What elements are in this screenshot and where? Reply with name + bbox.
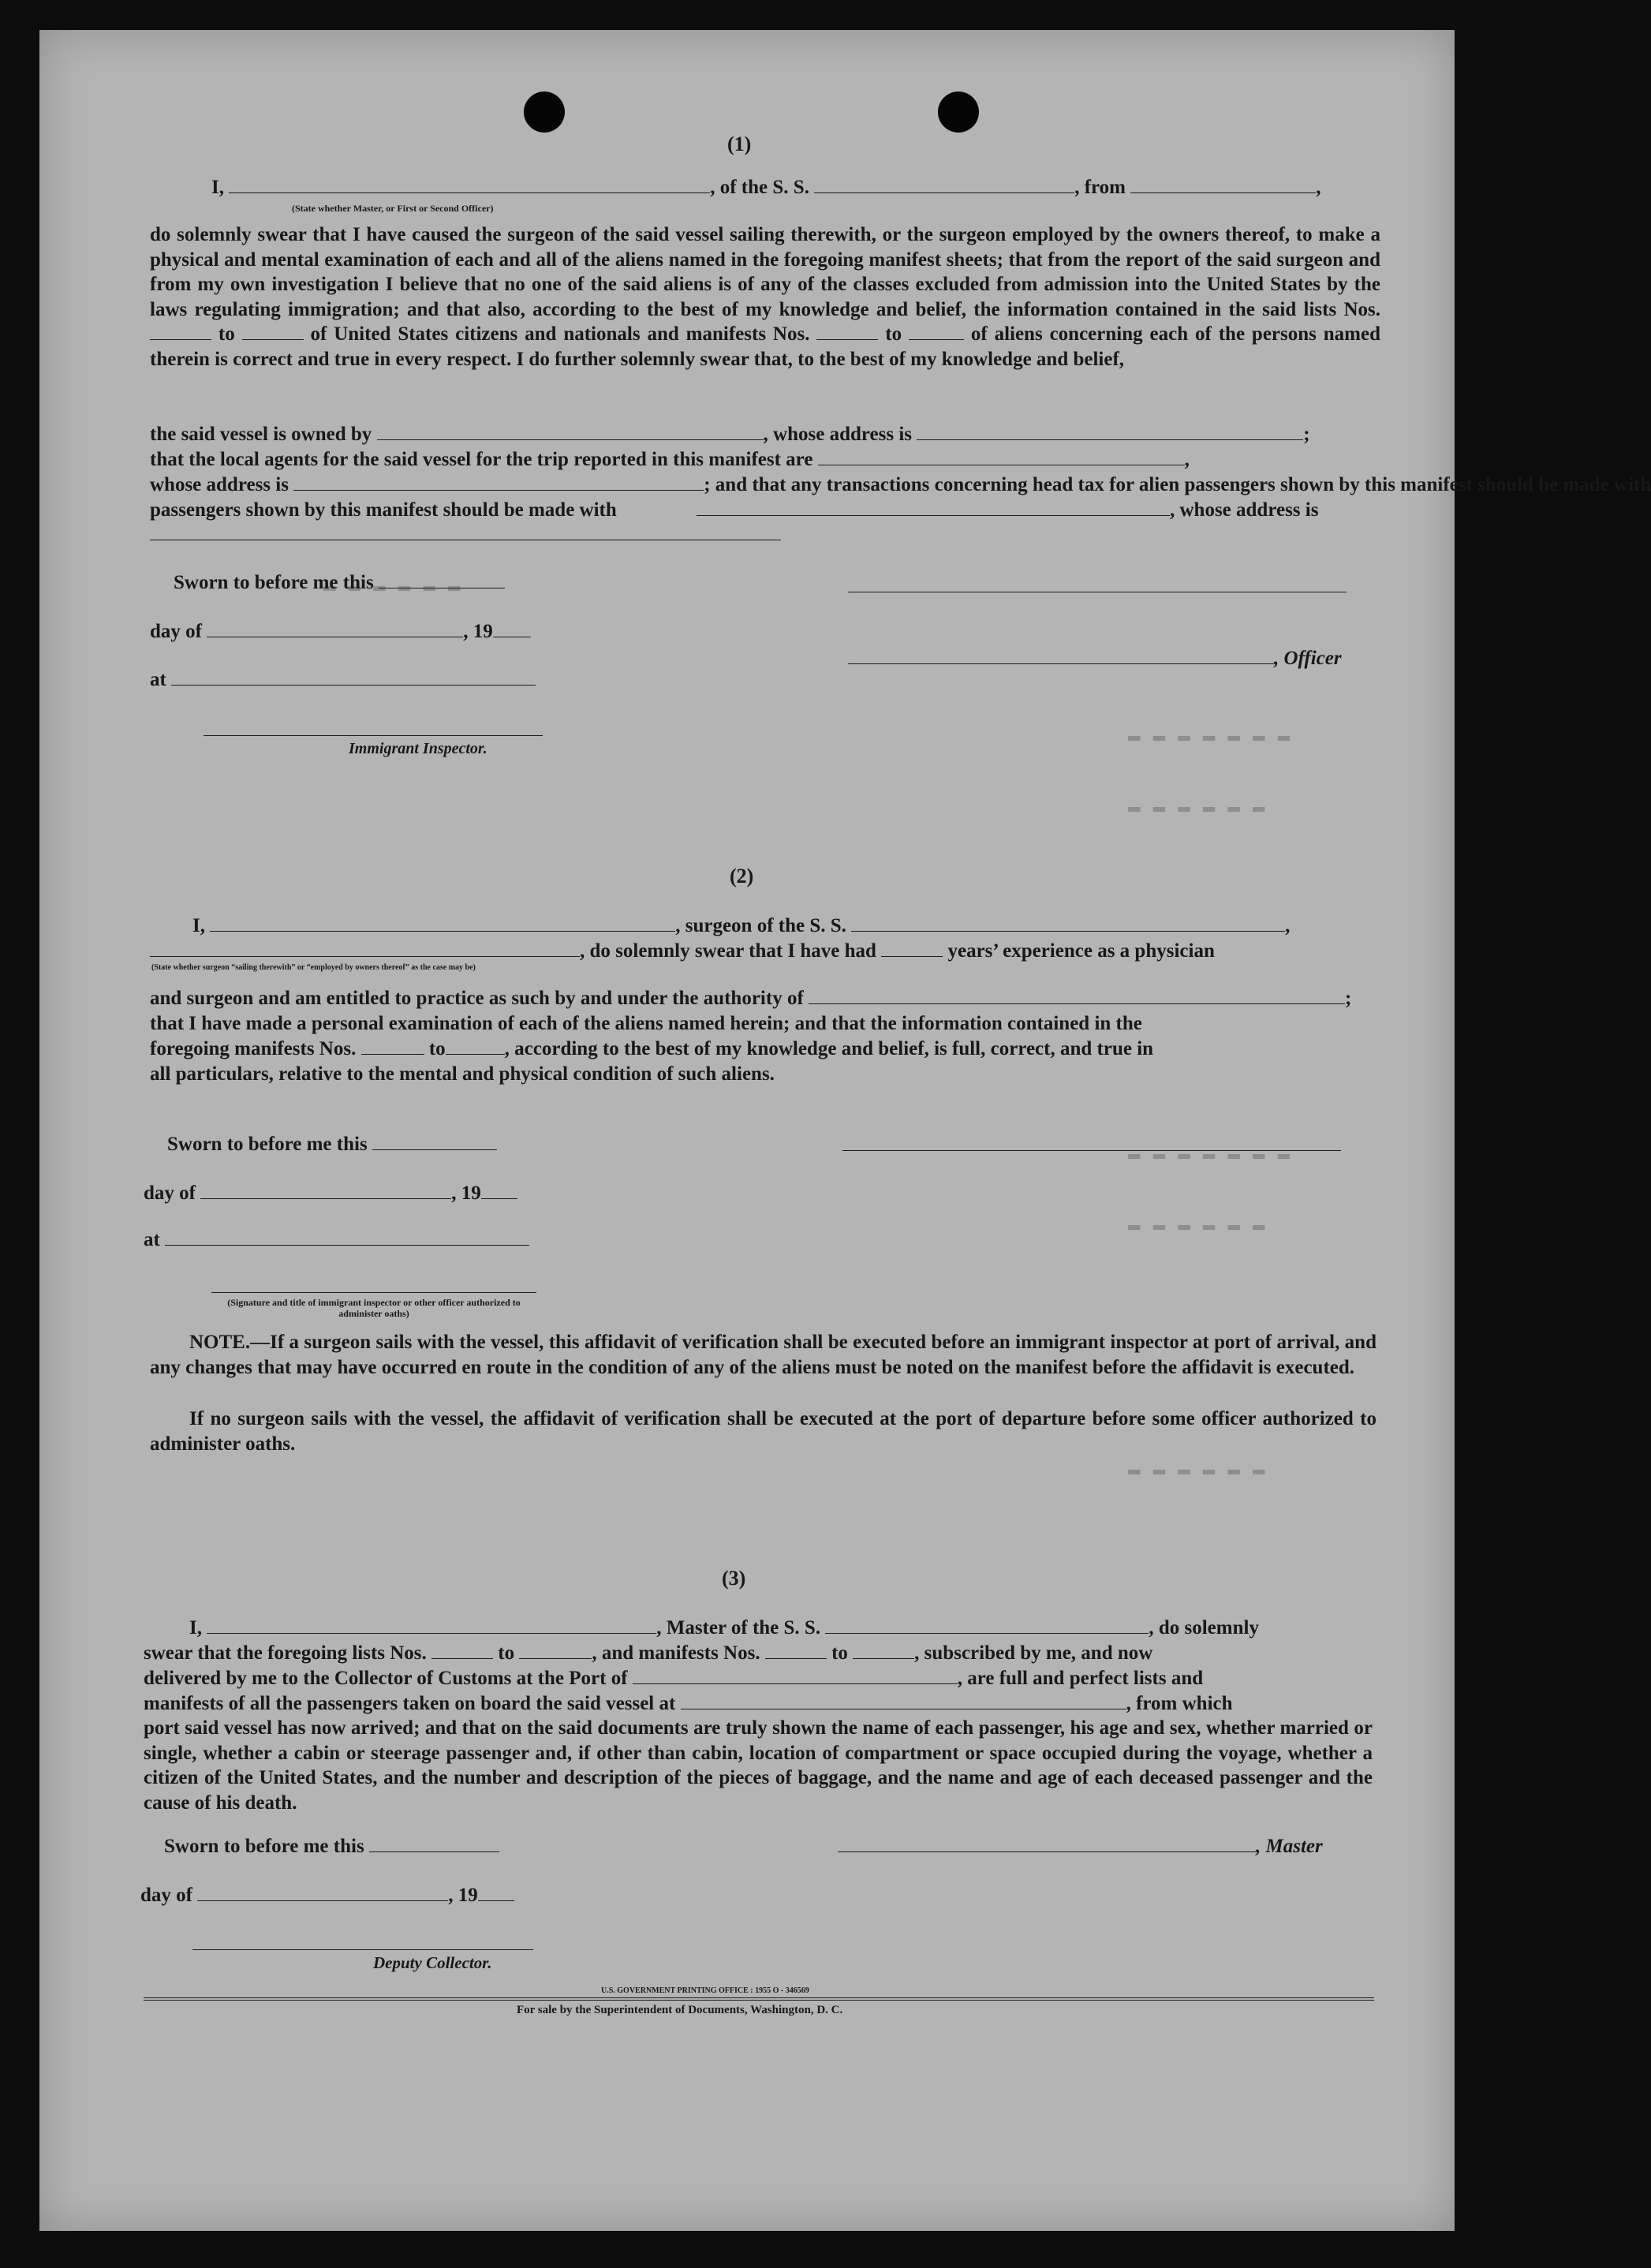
owner-field[interactable] (377, 424, 764, 440)
customs-port-field[interactable] (633, 1668, 958, 1684)
passengers-line: passengers shown by this manifest should be made with (150, 499, 617, 521)
s1-day-line: day of , 19 (150, 621, 531, 643)
surgeon-status-field[interactable] (150, 940, 580, 957)
surgeon-name-field[interactable] (210, 915, 675, 932)
surgeon-note: (State whether surgeon “sailing therewith” or “employed by owners thereof” as the case may be) (151, 963, 476, 972)
s3-manifests-to-field[interactable] (853, 1642, 914, 1659)
master-name-field[interactable] (207, 1617, 656, 1634)
s2-sworn-date-field[interactable] (372, 1134, 497, 1150)
s3-month-field[interactable] (197, 1885, 448, 1901)
agents-line: that the local agents for the said vessel for the trip reported in this manifest are , (150, 449, 1190, 470)
authority-field[interactable] (809, 988, 1345, 1004)
agents-address-field[interactable] (293, 474, 704, 491)
s3-lists-from-field[interactable] (431, 1642, 493, 1659)
s3-sworn-line: Sworn to before me this (164, 1836, 499, 1858)
owner-address-field[interactable] (917, 424, 1303, 440)
manifests-to-field[interactable] (909, 323, 964, 340)
s3-day-line: day of , 19 (140, 1885, 514, 1907)
master-signature-line: , Master (838, 1836, 1323, 1858)
s1-sworn-date-field[interactable] (379, 572, 505, 588)
s2-place-field[interactable] (165, 1229, 529, 1246)
section-3-fourth-line: manifests of all the passengers taken on board the said vessel at , from which (144, 1693, 1233, 1714)
note-paragraph-1: NOTE.—If a surgeon sails with the vessel, this affidavit of verification shall be executed before an immigrant inspector at port of arrival, and any changes that may have occurred en route in the condition of any of the aliens must be noted on the manifest before the affidavit is executed. (150, 1332, 1376, 1378)
section-1-first-line: I, , of the S. S. , from , (211, 177, 1321, 198)
s3-year-field[interactable] (478, 1885, 514, 1901)
section-2-number: (2) (730, 865, 754, 887)
surgeon-signature-field[interactable] (842, 1150, 1341, 1151)
s1-year-field[interactable] (493, 621, 531, 637)
signature-note: (Signature and title of immigrant inspector or other officer authorized to administer oaths) (227, 1297, 521, 1319)
s2-manifests-from-field[interactable] (361, 1038, 424, 1055)
master-note: (State whether Master, or First or Second Officer) (292, 203, 494, 214)
head-tax-party-field[interactable] (697, 499, 1170, 516)
manifests-from-field[interactable] (816, 323, 878, 340)
officer-line: , Officer (848, 648, 1342, 670)
s2-day-line: day of , 19 (144, 1183, 517, 1205)
section-1-oath-paragraph: do solemnly swear that I have caused the surgeon of the said vessel sailing therewith, or the surgeon employed by the owners thereof, to make a physical and mental examination of each and all of the aliens named in the foregoing manifest sheets; that from the report of the said surgeon and from my own investigation I believe that no one of the said aliens is of any of the classes excluded from admission into the United States by the laws regulating immigration; and that also, according to the best of my knowledge and belief, the information contained in the said lists Nos. to of United States citizens and nationals and manifests Nos. to of aliens concerning each of the persons named therein is correct and true in every respect. I do further solemnly swear that, to the best of my knowledge and belief, (150, 224, 1381, 370)
section-2-second-line: , do solemnly swear that I have had years’ experience as a physician (150, 940, 1215, 962)
s1-at-line: at (150, 669, 536, 691)
s2-sworn-line: Sworn to before me this (167, 1134, 497, 1156)
boarding-port-field[interactable] (681, 1693, 1126, 1709)
particulars-line: all particulars, relative to the mental and physical condition of such aliens. (150, 1063, 775, 1085)
authority-line: and surgeon and am entitled to practice as such by and under the authority of ; (150, 988, 1352, 1009)
section-3-number: (3) (722, 1567, 746, 1590)
note-paragraph-2: If no surgeon sails with the vessel, the affidavit of verification shall be executed at the port of departure before some officer authorized to administer oaths. (150, 1408, 1376, 1455)
deputy-label: Deputy Collector. (373, 1953, 492, 1972)
s1-month-field[interactable] (207, 621, 463, 637)
section-3-third-line: delivered by me to the Collector of Customs at the Port of , are full and perfect lists and (144, 1668, 1204, 1689)
s2-vessel-field[interactable] (851, 915, 1285, 932)
lists-to-field[interactable] (242, 323, 304, 340)
officer-name-field[interactable] (229, 177, 710, 193)
gpo-imprint: U.S. GOVERNMENT PRINTING OFFICE : 1955 O - 346569 (601, 1986, 809, 1995)
s2-at-line: at (144, 1229, 529, 1251)
punch-hole-right (938, 92, 979, 133)
foregoing-line: foregoing manifests Nos. to , according to the best of my knowledge and belief, is full, correct, and true in (150, 1038, 1154, 1059)
inspector-label: Immigrant Inspector. (349, 740, 487, 757)
deputy-signature-field[interactable] (192, 1949, 533, 1950)
inspector-signature-field[interactable] (204, 735, 543, 736)
s2-year-field[interactable] (481, 1183, 517, 1199)
s2-manifests-to-field[interactable] (446, 1038, 505, 1055)
s2-month-field[interactable] (200, 1183, 451, 1199)
years-experience-field[interactable] (881, 940, 943, 957)
lists-from-field[interactable] (150, 323, 211, 340)
s1-place-field[interactable] (171, 669, 536, 686)
section-1-number: (1) (727, 133, 752, 155)
s1-sworn-line: Sworn to before me this (174, 572, 505, 594)
s3-lists-to-field[interactable] (519, 1642, 592, 1659)
officer-title-field[interactable] (848, 648, 1274, 664)
s3-manifests-from-field[interactable] (765, 1642, 827, 1659)
footer-rule-upper (144, 1997, 1374, 1998)
exam-line: that I have made a personal examination of each of the aliens named herein; and that the information contained in the (150, 1013, 1142, 1034)
departure-port-field[interactable] (1130, 177, 1316, 193)
s3-vessel-field[interactable] (825, 1617, 1149, 1634)
punch-hole-left (524, 92, 565, 133)
manifest-back-page: ▬▬▬▬▬▬ ▬▬▬▬▬▬▬ ▬▬▬▬▬▬ ▬▬▬▬▬▬▬ ▬▬▬▬▬▬ ▬▬▬▬▬▬ (1) I, , of the S. S. , from , (State whether Master, or First or Second Officer) do solemnly swear that I have caused the surgeon of the said vessel sailing therewith, or the surgeon employed by the owners thereof, to make a physical and mental examination of each and all of the aliens named in the foregoing manifest sheets; that from the report of the said surgeon and from my own investigation I believe that no one of the said aliens is of any of the classes excluded from admission into the United States by the laws regulating immigration; and that also, according to the best of my knowledge and belief, the information contained in the said lists Nos. to of United States citizens and nationals and manifests Nos. to of aliens concerning each of the persons named therein is correct and true in every respect. I do further solemnly swear that, to the best of my knowledge and belief, the said vessel is owned by , whose address is ; that the local agents for the said vessel for the trip reported in this manifest are , whose address is ; and that any transactions concerning head tax for alien passengers shown by this manifest should be made with passengers shown by this manifest should be made with , whose address is Sworn to before me this day of , 19 at Immigrant Inspector. , Officer (2) I, , surgeon of the S. S. , , do solemnly swear that I have had years’ experience as a physician (State whether surgeon “sailing therewith” or “employed by owners thereof” as the case may be) and surgeon and am entitled to practice as such by and under the authority of ; that I have made a personal examination of each of the aliens named herein; and that the information contained in the foregoing manifests Nos. to , according to the best of my knowledge and belief, is full, correct, and true in all particulars, relative to the mental and physical condition of such aliens. Sworn to before me this day of , 19 at (Signature and title of immigrant inspector or other officer authorized to administer oaths) NOTE.—If a surgeon sails with the vessel, this affidavit of verification shall be executed before an immigrant inspector at port of arrival, and any changes that may have occurred en route in the condition of any of the aliens must be noted on the manifest before the affidavit is executed. If no surgeon sails with the vessel, the affidavit of verification shall be executed at the port of departure before some officer authorized to administer oaths. (3) I, , Master of the S. S. , do solemnly swear that the foregoing lists Nos. to , and manifests Nos. to , subscribed by me, and now delivered by me to the Collector of Customs at the Port of , are full and perfect lists and manifests of all the passengers taken on board the said vessel at , from which port said vessel has now arrived; and that on the said documents are truly shown the name of each passenger, his age and sex, whether married or single, whether a cabin or steerage passenger and, if other than cabin, location of compartment or space occupied during the voyage, whether a citizen of the United States, and the number and description of the pieces of baggage, and the name and age of each deceased passenger and the cause of his death. Sworn to before me this , Master day of , 19 Deputy Collector. U.S. GOVERNMENT PRINTING OFFICE : 1955 O - 346569 For sale by the Superintendent of Documents, Washington, D. C. (39, 30, 1455, 2231)
local-agents-field[interactable] (818, 449, 1185, 465)
section-3-paragraph: port said vessel has now arrived; and that on the said documents are truly shown the name of each passenger, his age and sex, whether married or single, whether a cabin or steerage passenger and, if other than cabin, location of compartment or space occupied during the voyage, whether a citizen of the United States, and the number and description of the pieces of baggage, and the name and age of each deceased passenger and the cause of his death. (144, 1717, 1373, 1814)
vessel-name-field[interactable] (814, 177, 1074, 193)
s2-officer-signature-field[interactable] (211, 1292, 536, 1293)
head-tax-line: whose address is ; and that any transactions concerning head tax for alien passengers shown by this manifest should be made with (150, 474, 1651, 495)
section-3-second-line: swear that the foregoing lists Nos. to , and manifests Nos. to , subscribed by me, and now (144, 1642, 1153, 1664)
section-3-first-line: I, , Master of the S. S. , do solemnly (189, 1617, 1259, 1638)
section-2-first-line: I, , surgeon of the S. S. , (192, 915, 1291, 936)
master-signature-field[interactable] (838, 1836, 1256, 1852)
footer-rule-lower (144, 2000, 1374, 2001)
sale-notice: For sale by the Superintendent of Documents, Washington, D. C. (517, 2004, 843, 2016)
s3-sworn-date-field[interactable] (369, 1836, 499, 1852)
head-tax-party-line: , whose address is (697, 499, 1318, 521)
owner-line: the said vessel is owned by , whose address is ; (150, 424, 1310, 445)
